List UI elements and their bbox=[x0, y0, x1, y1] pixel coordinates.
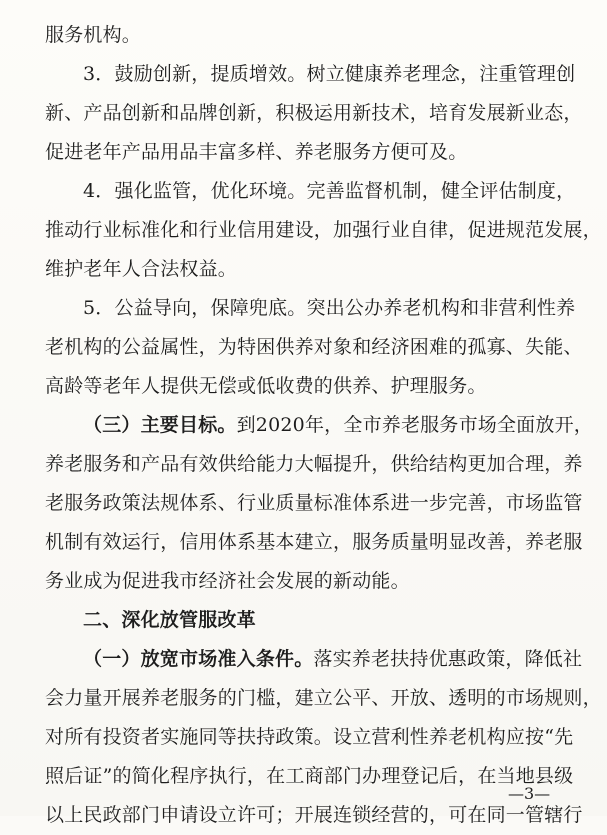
document-body bbox=[45, 16, 602, 835]
text-line-2: 3．鼓励创新，提质增效。树立健康养老理念，注重管理创 bbox=[83, 63, 576, 85]
text-line-3: 新、产品创新和品牌创新，积极运用新技术，培育发展新业态， bbox=[45, 102, 583, 124]
text-line-6: 推动行业标准化和行业信用建设，加强行业自律，促进规范发展， bbox=[45, 219, 602, 241]
text-line-9: 老机构的公益属性，为特困供养对象和经济困难的孤寡、失能、 bbox=[45, 336, 583, 358]
sub-text-5: 以上民政部门申请设立许可；开展连锁经营的，可在同一管辖行 bbox=[45, 804, 583, 826]
text-line-4: 促进老年产品用品丰富多样、养老服务方便可及。 bbox=[45, 141, 468, 163]
goal-text-4: 机制有效运行，信用体系基本建立，服务质量明显改善，养老服 bbox=[45, 531, 583, 553]
goal-lead: （三）主要目标。 bbox=[83, 414, 237, 436]
text-line-7: 维护老年人合法权益。 bbox=[45, 258, 238, 280]
section-heading: 二、深化放管服改革 bbox=[83, 609, 256, 631]
goal-paragraph-line-1 bbox=[45, 406, 593, 445]
sub-text-2: 会力量开展养老服务的门槛，建立公平、开放、透明的市场规则， bbox=[45, 687, 602, 709]
sub-paragraph-line-1 bbox=[45, 640, 583, 679]
sub-text-4: 照后证”的简化程序执行，在工商部门办理登记后，在当地县级 bbox=[45, 765, 574, 787]
text-line-5: 4．强化监管，优化环境。完善监督机制，健全评估制度， bbox=[83, 180, 576, 202]
text-line-1: 服务机构。 bbox=[45, 24, 142, 46]
goal-text-2: 养老服务和产品有效供给能力大幅提升，供给结构更加合理，养 bbox=[45, 453, 583, 475]
text-line-8: 5．公益导向，保障兜底。突出公办养老机构和非营利性养 bbox=[83, 297, 576, 319]
page-number: —3— bbox=[508, 784, 551, 803]
text-line-10: 高龄等老年人提供无偿或低收费的供养、护理服务。 bbox=[45, 375, 487, 397]
sub-text-3: 对所有投资者实施同等扶持政策。设立营利性养老机构应按“先 bbox=[45, 726, 574, 748]
goal-text-3: 老服务政策法规体系、行业质量标准体系进一步完善，市场监管 bbox=[45, 492, 583, 514]
sub-text-1: 落实养老扶持优惠政策，降低社 bbox=[313, 648, 583, 670]
sub-lead: （一）放宽市场准入条件。 bbox=[83, 648, 314, 670]
goal-text-5: 务业成为促进我市经济社会发展的新动能。 bbox=[45, 570, 410, 592]
goal-text-1: 到2020年，全市养老服务市场全面放开， bbox=[236, 414, 593, 436]
